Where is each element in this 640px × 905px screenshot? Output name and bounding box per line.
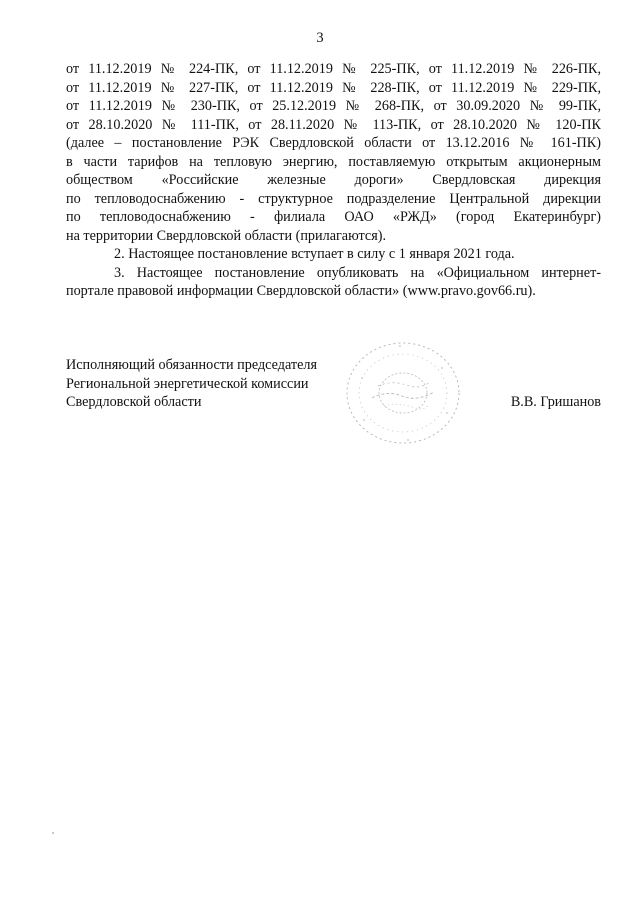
- body-line: от 11.12.2019 № 230-ПК, от 25.12.2019 № 268-ПК, от 30.09.2020 № 99-ПК,: [66, 98, 601, 114]
- body-line: на территории Свердловской области (прилагаются).: [66, 227, 386, 244]
- scan-speck: [52, 832, 54, 834]
- signature-block: [66, 356, 601, 412]
- signer-title-line: Исполняющий обязанности председателя: [66, 357, 317, 373]
- document-body: [66, 60, 601, 301]
- page-number: 3: [316, 30, 324, 46]
- body-line: (далее – постановление РЭК Свердловской области от 13.12.2016 № 161-ПК): [66, 135, 601, 151]
- seal-stamp-icon: [342, 338, 464, 448]
- body-line: от 28.10.2020 № 111-ПК, от 28.11.2020 № 113-ПК, от 28.10.2020 № 120-ПК: [66, 116, 601, 133]
- signer-name: В.В. Гришанов: [510, 394, 601, 410]
- body-line: от 11.12.2019 № 227-ПК, от 11.12.2019 № 228-ПК, от 11.12.2019 № 229-ПК,: [66, 79, 601, 96]
- body-line: по тепловодоснабжению - структурное подразделение Центральной дирекции: [66, 190, 601, 207]
- clause-3-line-1: 3. Настоящее постановление опубликовать на «Официальном интернет-: [114, 264, 601, 281]
- signer-title-line: Региональной энергетической комиссии: [66, 375, 309, 392]
- body-line: по тепловодоснабжению - филиала ОАО «РЖД» (город Екатеринбург): [66, 209, 601, 225]
- body-line: обществом «Российские железные дороги» Свердловская дирекция: [66, 172, 601, 188]
- body-line: в части тарифов на тепловую энергию, поставляемую открытым акционерным: [66, 153, 601, 170]
- body-line: от 11.12.2019 № 224-ПК, от 11.12.2019 № 225-ПК, от 11.12.2019 № 226-ПК,: [66, 61, 601, 77]
- signer-title-line: Свердловской области: [66, 394, 202, 410]
- clause-2: 2. Настоящее постановление вступает в силу с 1 января 2021 года.: [114, 246, 515, 262]
- clause-3-line-2: портале правовой информации Свердловской области» (www.pravo.gov66.ru).: [66, 283, 536, 299]
